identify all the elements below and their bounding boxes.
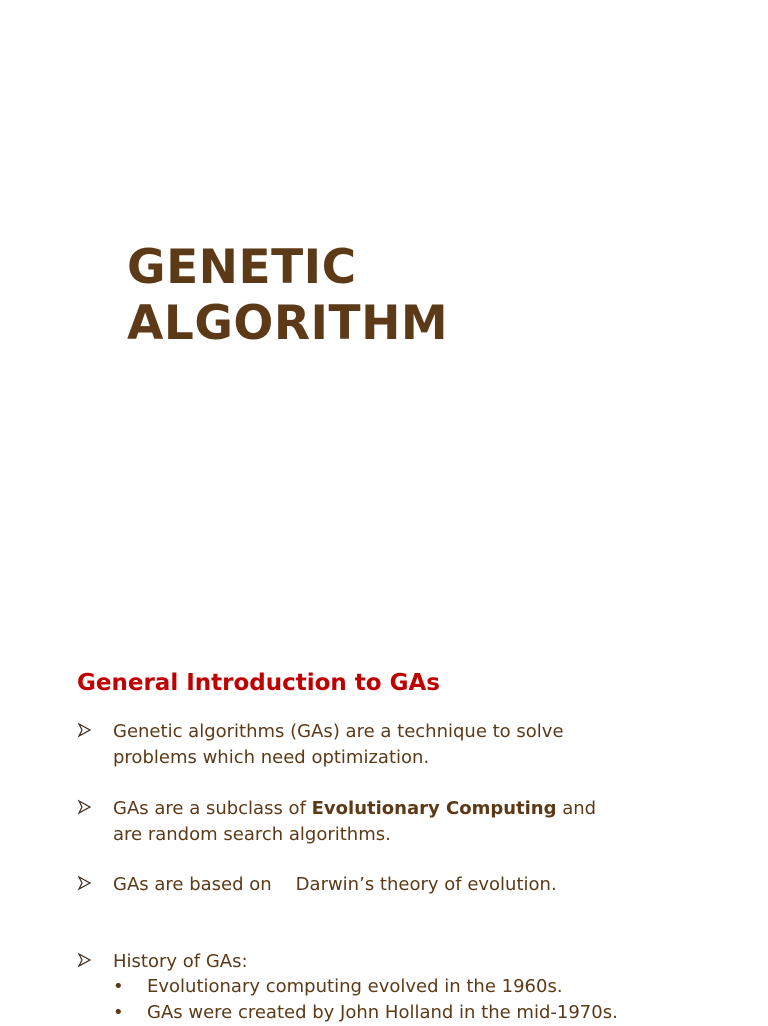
- arrow-bullet-icon: [77, 871, 95, 897]
- bullet-item-1: [77, 719, 677, 771]
- history-sub-list: [113, 974, 733, 1026]
- list-item: [113, 1000, 733, 1026]
- bullet-line: Genetic algorithms (GAs) are a technique to solve: [113, 721, 564, 742]
- slide-title: [127, 240, 448, 352]
- arrow-bullet-icon: [77, 948, 95, 974]
- section-heading: General Introduction to GAs: [77, 670, 440, 696]
- list-item-text: Evolutionary computing evolved in the 1960s.: [147, 976, 563, 997]
- list-item-text: GAs were created by John Holland in the mid-1970s.: [147, 1002, 618, 1023]
- bullet-text-pre: GAs are based on: [113, 874, 272, 895]
- bullet-dot-icon: •: [113, 976, 124, 997]
- bullet-line: History of GAs:: [113, 951, 248, 972]
- bullet-text-bold: Evolutionary Computing: [311, 798, 557, 819]
- bullet-item-3: [77, 872, 677, 898]
- bullet-line: [113, 872, 677, 898]
- bullet-text: [113, 719, 677, 771]
- bullet-text: [113, 949, 677, 975]
- bullet-dot-icon: •: [113, 1002, 124, 1023]
- arrow-bullet-icon: [77, 718, 95, 744]
- bullet-text: [113, 872, 677, 898]
- list-item: [113, 974, 733, 1000]
- arrow-bullet-icon: [77, 795, 95, 821]
- bullet-line: [113, 796, 677, 822]
- bullet-item-2: [77, 796, 677, 848]
- slide-title-line-1: GENETIC: [127, 240, 357, 295]
- bullet-text: [113, 796, 677, 848]
- slide-title-line-2: ALGORITHM: [127, 296, 449, 351]
- bullet-line: are random search algorithms.: [113, 824, 391, 845]
- bullet-line: problems which need optimization.: [113, 747, 430, 768]
- bullet-text-post: and: [556, 798, 597, 819]
- bullet-text-post: Darwin’s theory of evolution.: [295, 874, 557, 895]
- bullet-item-4: [77, 949, 677, 975]
- bullet-text-pre: GAs are a subclass of: [113, 798, 312, 819]
